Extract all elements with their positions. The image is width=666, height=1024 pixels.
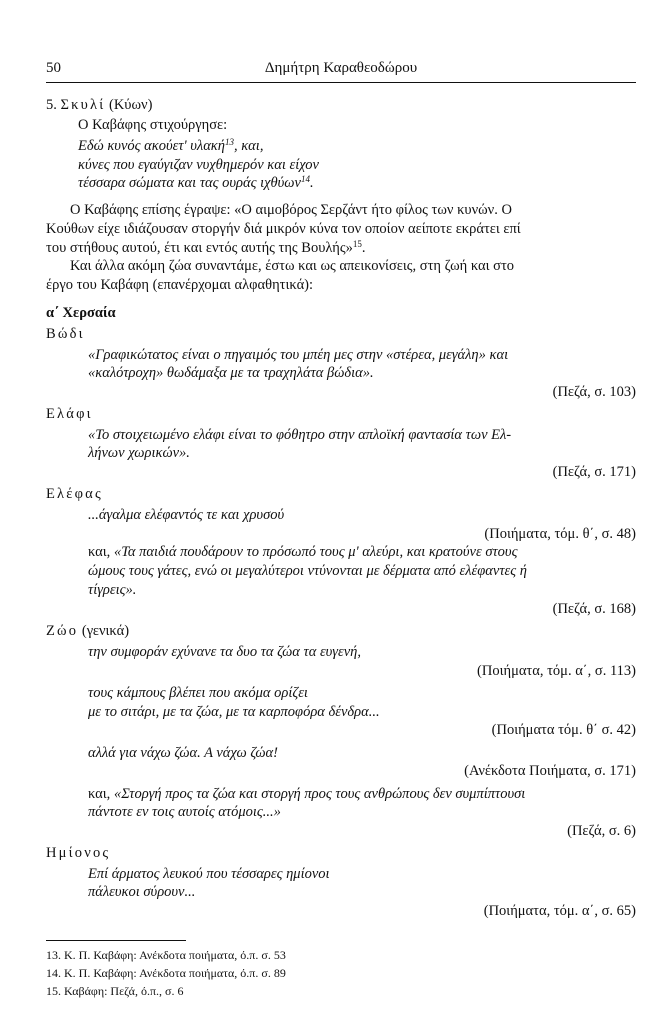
quote-line: «Γραφικώτατος είναι ο πηγαιμός του μπέη μες στην «στέρεα, μεγάλη» και xyxy=(88,346,509,363)
citation: (Πεζά, σ. 168) xyxy=(552,601,636,618)
quote-line: και, «Τα παιδιά πουδάρουν το πρόσωπό τους μ' αλεύρι, και κρατούνε στους xyxy=(88,544,518,561)
quote-line: «Το στοιχειωμένο ελάφι είναι το φόθητρο στην απλοϊκή φαντασία των Ελ- xyxy=(88,426,512,443)
entry-heading-elafi: Ελάφι xyxy=(46,406,93,423)
entry-heading-vodi: Βώδι xyxy=(46,326,85,343)
citation: (Πεζά, σ. 6) xyxy=(567,822,636,839)
citation: (Πεζά, σ. 103) xyxy=(552,383,636,400)
citation: (Ποιήματα, τόμ. α΄, σ. 113) xyxy=(477,662,636,679)
quote-line: ...άγαλμα ελέφαντός τε και χρυσού xyxy=(88,506,285,523)
entry-heading-elefas: Ελέφας xyxy=(46,486,103,503)
paragraph-line: έργο του Καβάφη (επανέρχομαι αλφαθητικά): xyxy=(46,276,314,293)
quote-line: τους κάμπους βλέπει που ακόμα ορίζει xyxy=(88,684,308,701)
citation: (Ποιήματα, τόμ. θ΄, σ. 48) xyxy=(484,525,636,542)
quote-line: Επί άρματος λευκού που τέσσαρες ημίονοι xyxy=(88,865,330,882)
entry-heading-imionos: Ημίονος xyxy=(46,845,111,862)
quote-line: με το σιτάρι, με τα ζώα, με τα καρποφόρα δένδρα... xyxy=(88,703,380,720)
quote-line: ώμους τους γάτες, ενώ οι μεγαλύτεροι ντύνονται με δέρματα από ελέφαντες ή xyxy=(88,562,527,579)
quote-line: κύνες που εγαύγιζαν νυχθημερόν και είχον xyxy=(78,156,319,173)
running-title: Δημήτρη Καραθεοδώρου xyxy=(264,60,418,76)
footnote-ref-15: 15 xyxy=(352,238,362,249)
citation: (Πεζά, σ. 171) xyxy=(552,464,636,481)
footnote-rule xyxy=(46,940,186,941)
entry-heading-zoo: Ζώο (γενικά) xyxy=(46,623,130,640)
paragraph-line: Ο Καβάφης επίσης έγραψε: «Ο αιμοβόρος Σερζάντ ήτο φίλος των κυνών. Ο xyxy=(70,202,512,219)
section-5-intro: Ο Καβάφης στιχούργησε: xyxy=(78,117,228,134)
footnote-14: 14. Κ. Π. Καβάφη: Ανέκδοτα ποιήματα, ό.π. σ. 89 xyxy=(46,966,286,980)
page-number: 50 xyxy=(46,60,61,76)
footnote-ref-14: 14 xyxy=(300,174,310,185)
quote-line: πάντοτε εν τοις αυτοίς ατόμοις...» xyxy=(88,804,281,821)
quote-line: Εδώ κυνός ακούετ' υλακή$^{13}$, και, xyxy=(78,136,264,154)
footnote-15: 15. Καβάφη: Πεζά, ό.π., σ. 6 xyxy=(46,984,184,998)
paragraph-line: Κούθων είχε ιδιάζουσαν στοργήν διά μικρόν κύνα τον οποίον αείποτε εκράτει επί xyxy=(46,220,521,237)
quote-line: τέσσαρα σώματα και τας ουράς ιχθύων$^{14}$. xyxy=(78,174,314,192)
citation: (Ποιήματα τόμ. θ΄ σ. 42) xyxy=(491,722,636,739)
citation: (Ανέκδοτα Ποιήματα, σ. 171) xyxy=(464,763,636,780)
paragraph-line: Και άλλα ακόμη ζώα συναντάμε, έστω και ως απεικονίσεις, στη ζωή και στο xyxy=(70,258,515,275)
citation: (Ποιήματα, τόμ. α΄, σ. 65) xyxy=(483,903,636,919)
quote-line: λήνων χωρικών». xyxy=(88,445,190,462)
paragraph-line: του στήθους αυτού, έτι και εντός αυτής της Βουλής»$^{15}$. xyxy=(46,238,366,256)
section-5-heading: 5. Σκυλί (Κύων) xyxy=(46,97,153,113)
quote-line: και, «Στοργή προς τα ζώα και στοργή προς τους ανθρώπους δεν συμπίπτουσι xyxy=(88,785,526,802)
quote-line: «καλότροχη» θωδάμαξα με τα τραχηλάτα βώδια». xyxy=(88,365,374,382)
footnote-ref-13: 13 xyxy=(224,136,234,147)
quote-line: τίγρεις». xyxy=(88,581,137,598)
quote-line: την συμφοράν εχύνανε τα δυο τα ζώα τα ευγενή, xyxy=(88,643,361,660)
section-a-heading: α΄ Χερσαία xyxy=(46,304,116,321)
quote-line: αλλά για νάχω ζώα. Α νάχω ζώα! xyxy=(88,744,278,761)
quote-line: πάλευκοι σύρουν... xyxy=(88,884,196,901)
page-header xyxy=(46,60,636,83)
footnote-13: 13. Κ. Π. Καβάφη: Ανέκδοτα ποιήματα, ό.π. σ. 53 xyxy=(46,948,286,962)
